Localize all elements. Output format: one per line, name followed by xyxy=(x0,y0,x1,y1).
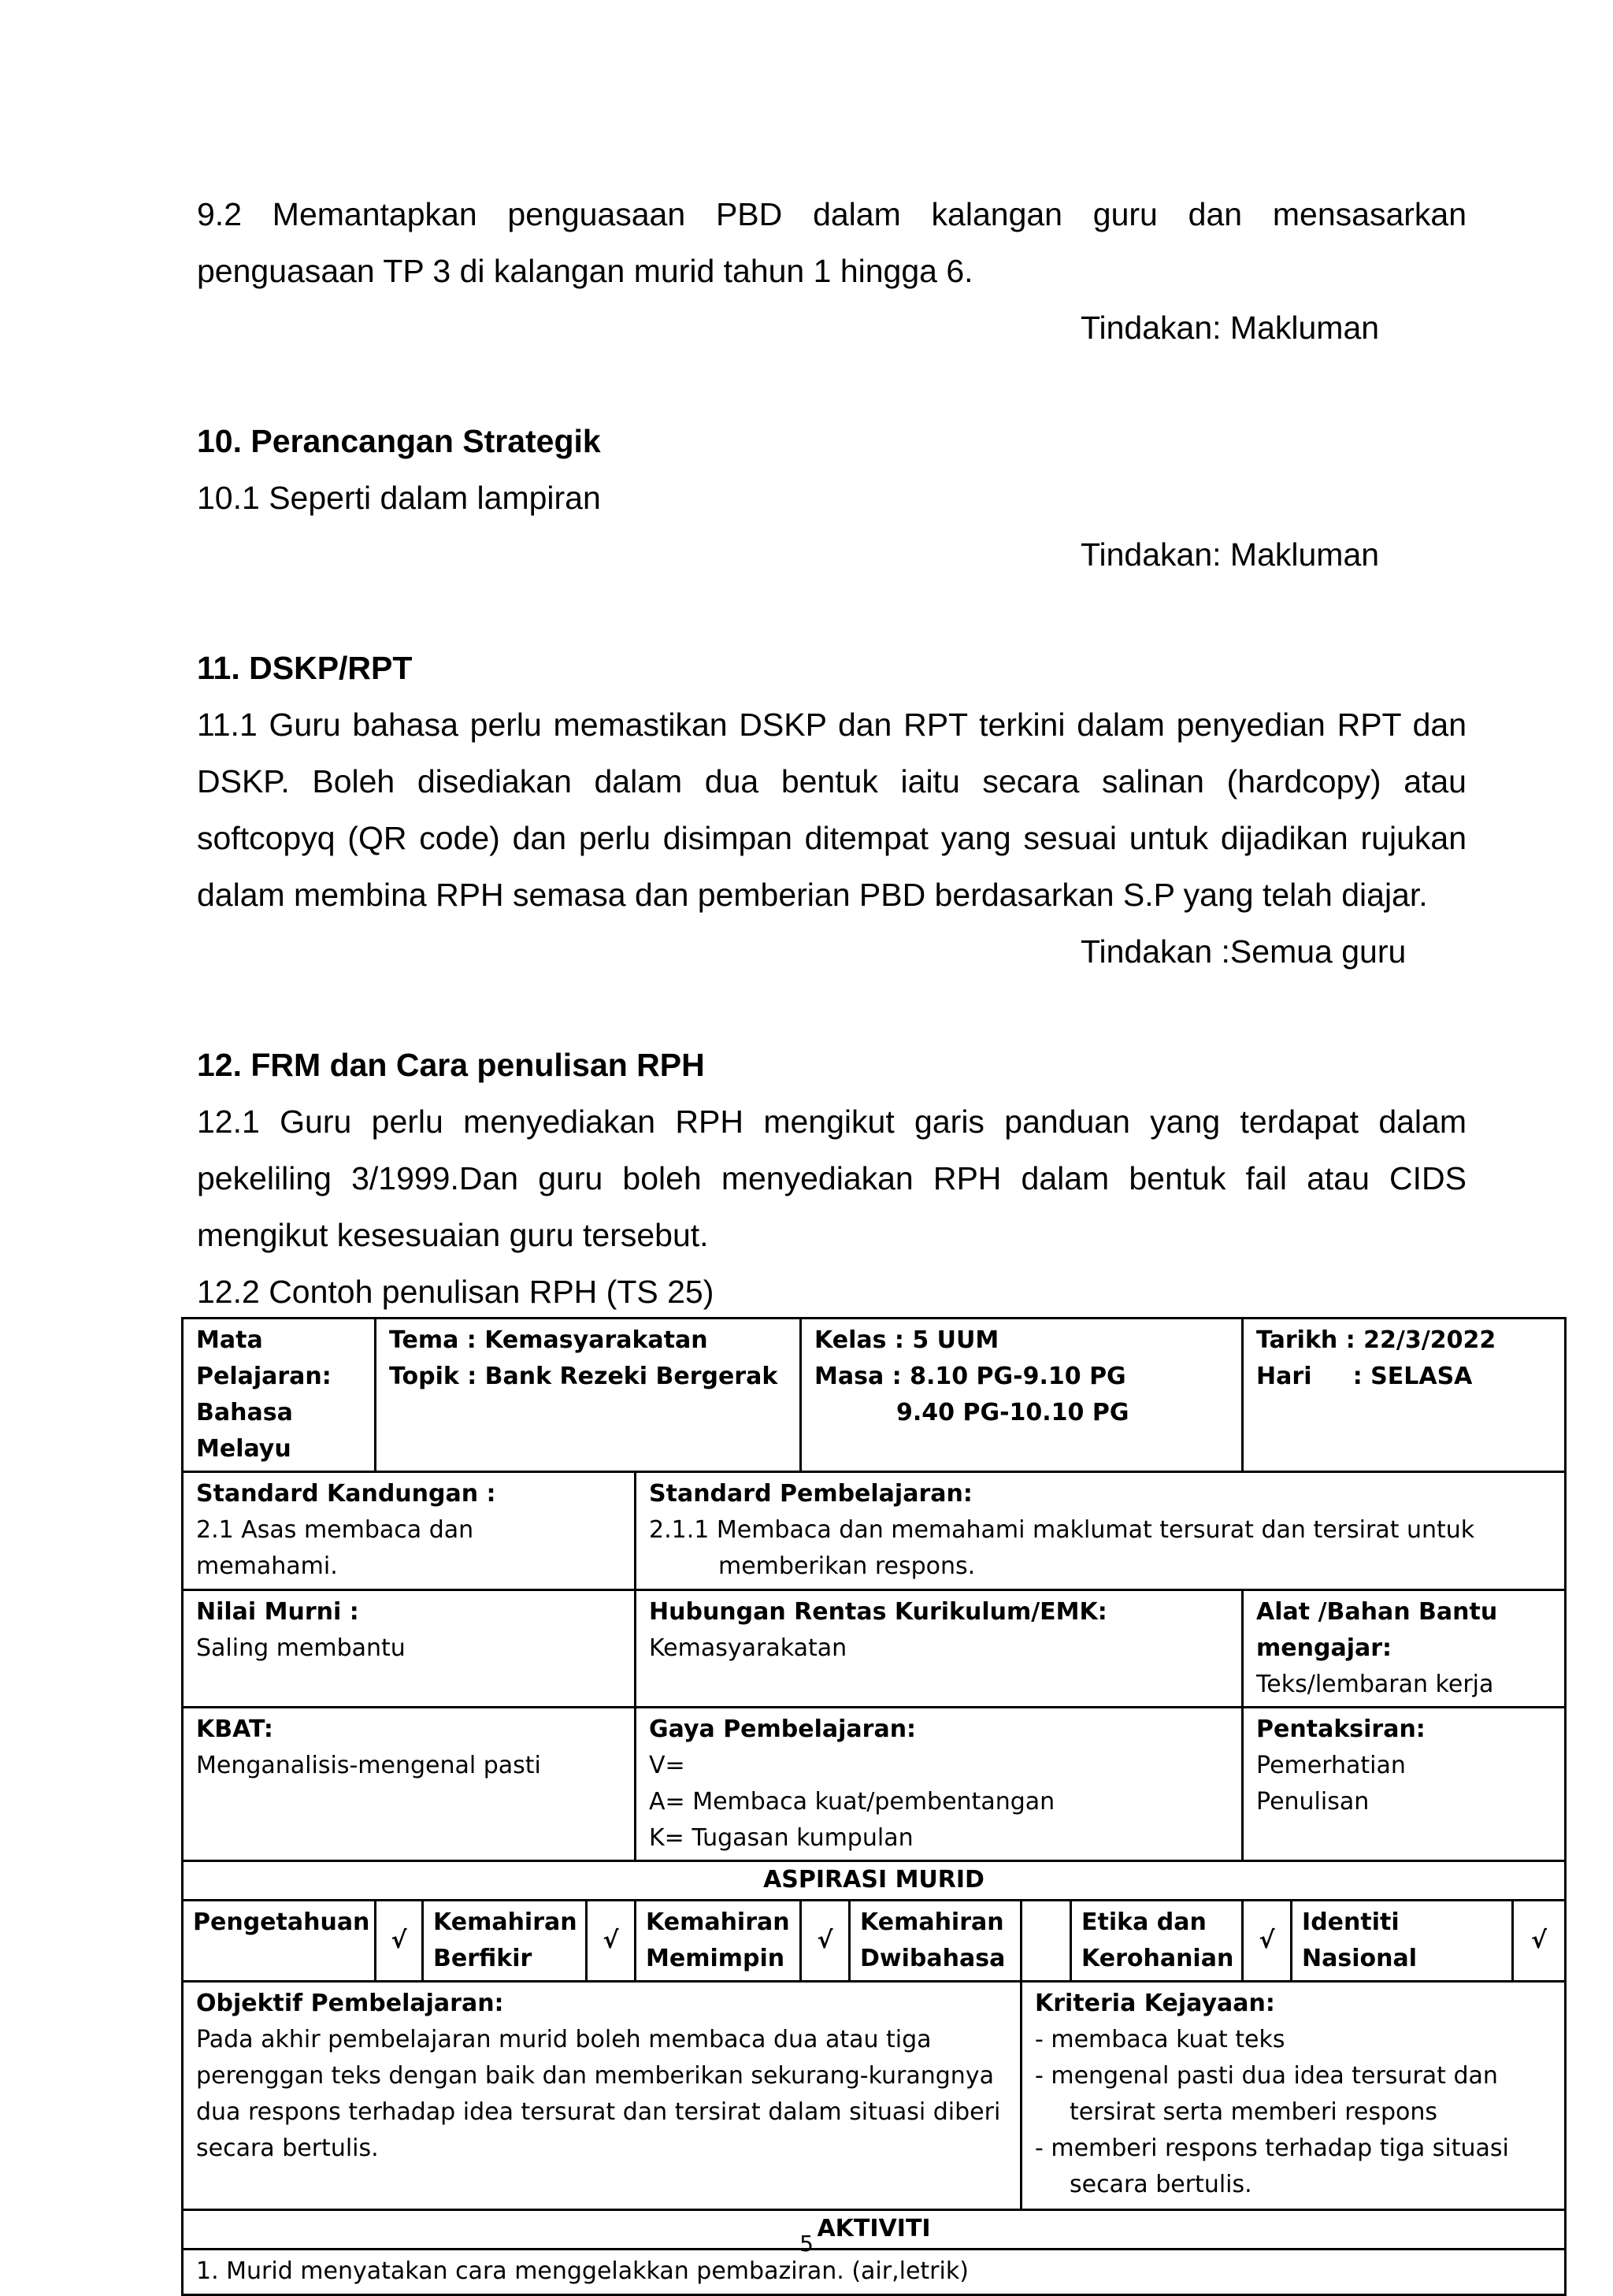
mata-pelajaran-cell xyxy=(183,1319,376,1472)
action-note: Tindakan :Semua guru xyxy=(1081,933,1407,970)
masa-text-2: 9.40 PG-10.10 PG xyxy=(896,1399,1129,1426)
rph-row-nilai xyxy=(183,1590,1566,1708)
nilai-murni-cell xyxy=(183,1590,636,1708)
hubungan-rentas-value: Kemasyarakatan xyxy=(649,1634,847,1662)
aspirasi-label: Nasional xyxy=(1302,1945,1418,1972)
nilai-murni-label: Nilai Murni : xyxy=(196,1598,359,1626)
aspirasi-label: Identiti xyxy=(1302,1908,1400,1936)
topik-text: Topik : Bank Rezeki Bergerak xyxy=(389,1363,778,1390)
tema-cell xyxy=(376,1319,801,1472)
check-mark-icon: √ xyxy=(376,1901,423,1982)
section-heading-10: 10. Perancangan Strategik xyxy=(197,423,601,459)
check-mark-icon: √ xyxy=(587,1901,636,1982)
alat-bantu-cell xyxy=(1243,1590,1566,1708)
aspirasi-title: ASPIRASI MURID xyxy=(183,1861,1566,1901)
standard-kandungan-cell xyxy=(183,1472,636,1590)
kriteria-item-cont: tersirat serta memberi respons xyxy=(1070,2098,1438,2126)
kriteria-item: - mengenal pasti dua idea tersurat dan xyxy=(1035,2062,1498,2090)
kelas-masa-cell xyxy=(801,1319,1243,1472)
standard-kandungan-label: Standard Kandungan : xyxy=(196,1480,496,1508)
paragraph-12-1: 12.1 Guru perlu menyediakan RPH mengikut garis panduan yang terdapat dalam pekeliling 3/1999.Dan guru boleh menyediakan RPH dalam bentuk fail atau CIDS mengikut kesesuaian guru tersebut. xyxy=(197,1103,1467,1253)
pentaksiran-1: Pemerhatian xyxy=(1256,1752,1406,1779)
page-number: 5 xyxy=(799,2231,814,2257)
masa-text: Masa : 8.10 PG-9.10 PG xyxy=(814,1363,1126,1390)
aspirasi-label: Dwibahasa xyxy=(860,1945,1006,1972)
alat-bantu-label: Alat /Bahan Bantu mengajar: xyxy=(1256,1598,1498,1662)
mata-pelajaran-value: Bahasa Melayu xyxy=(196,1399,293,1463)
alat-bantu-value: Teks/lembaran kerja xyxy=(1256,1671,1494,1698)
kbat-cell xyxy=(183,1708,636,1861)
aspirasi-label: Kemahiran xyxy=(433,1908,577,1936)
aspirasi-label: Memimpin xyxy=(646,1945,785,1972)
kriteria-label: Kriteria Kejayaan: xyxy=(1035,1990,1275,2017)
aktiviti-title: AKTIVITI xyxy=(183,2210,1566,2250)
kbat-label: KBAT: xyxy=(196,1716,273,1743)
nilai-murni-value: Saling membantu xyxy=(196,1634,406,1662)
rph-row-kbat xyxy=(183,1708,1566,1861)
objektif-cell xyxy=(183,1982,1022,2210)
aspirasi-kemahiran-memimpin xyxy=(636,1901,801,1982)
aspirasi-label: Berfikir xyxy=(433,1945,532,1972)
aspirasi-label: Pengetahuan xyxy=(193,1908,370,1936)
paragraph-9-2: 9.2 Memantapkan penguasaan PBD dalam kalangan guru dan mensasarkan penguasaan TP 3 di kalangan murid tahun 1 hingga 6. xyxy=(197,196,1467,289)
aktiviti-item: 1. Murid menyatakan cara menggelakkan pembaziran. (air,letrik) xyxy=(183,2250,1566,2295)
kriteria-item: - memberi respons terhadap tiga situasi xyxy=(1035,2135,1509,2162)
objektif-value: Pada akhir pembelajaran murid boleh membaca dua atau tiga perenggan teks dengan baik dan memberikan sekurang-kurangnya dua respons terhadap idea tersurat dan tersirat dalam situasi diberi secara bertulis. xyxy=(196,2026,1001,2162)
gaya-k: K= Tugasan kumpulan xyxy=(649,1824,914,1852)
check-mark-icon: √ xyxy=(801,1901,850,1982)
section-heading-11: 11. DSKP/RPT xyxy=(197,650,413,686)
aspirasi-label: Kerohanian xyxy=(1081,1945,1234,1972)
gaya-pembelajaran-label: Gaya Pembelajaran: xyxy=(649,1716,917,1743)
minutes-text xyxy=(197,186,1467,1320)
rph-row-header xyxy=(183,1319,1566,1472)
kbat-value: Menganalisis-mengenal pasti xyxy=(196,1752,541,1779)
kelas-text: Kelas : 5 UUM xyxy=(814,1326,999,1354)
hari-text: Hari : SELASA xyxy=(1256,1363,1473,1390)
action-note: Tindakan: Makluman xyxy=(1081,536,1380,573)
aspirasi-label: Kemahiran xyxy=(860,1908,1004,1936)
standard-kandungan-value: 2.1 Asas membaca dan memahami. xyxy=(196,1516,474,1580)
check-mark-cell-empty xyxy=(1022,1901,1071,1982)
paragraph-11-1: 11.1 Guru bahasa perlu memastikan DSKP dan RPT terkini dalam penyedian RPT dan DSKP. Boleh disediakan dalam dua bentuk iaitu secara salinan (hardcopy) atau softcopyq (QR code) dan perlu disimpan ditempat yang sesuai untuk dijadikan rujukan dalam membina RPH semasa dan pemberian PBD berdasarkan S.P yang telah diajar. xyxy=(197,707,1467,913)
rph-row-aspirasi-title xyxy=(183,1861,1566,1901)
kriteria-item: - membaca kuat teks xyxy=(1035,2026,1285,2053)
standard-pembelajaran-value-cont: memberikan respons. xyxy=(718,1552,976,1580)
gaya-pembelajaran-cell xyxy=(636,1708,1243,1861)
check-mark-icon: √ xyxy=(1243,1901,1292,1982)
hubungan-rentas-cell xyxy=(636,1590,1243,1708)
aspirasi-label: Kemahiran xyxy=(646,1908,790,1936)
section-heading-12: 12. FRM dan Cara penulisan RPH xyxy=(197,1047,705,1083)
standard-pembelajaran-cell xyxy=(636,1472,1566,1590)
pentaksiran-cell xyxy=(1243,1708,1566,1861)
aspirasi-etika-kerohanian xyxy=(1071,1901,1243,1982)
aspirasi-pengetahuan xyxy=(183,1901,376,1982)
rph-row-objektif xyxy=(183,1982,1566,2210)
paragraph-12-2: 12.2 Contoh penulisan RPH (TS 25) xyxy=(197,1274,714,1310)
check-mark-icon: √ xyxy=(1513,1901,1566,1982)
rph-row-standard xyxy=(183,1472,1566,1590)
gaya-v: V= xyxy=(649,1752,685,1779)
aspirasi-kemahiran-dwibahasa xyxy=(850,1901,1022,1982)
kriteria-item-cont: secara bertulis. xyxy=(1070,2171,1252,2198)
pentaksiran-2: Penulisan xyxy=(1256,1788,1370,1816)
tarikh-cell xyxy=(1243,1319,1566,1472)
standard-pembelajaran-value: 2.1.1 Membaca dan memahami maklumat tersurat dan tersirat untuk xyxy=(649,1516,1475,1544)
aspirasi-label: Etika dan xyxy=(1081,1908,1207,1936)
pentaksiran-label: Pentaksiran: xyxy=(1256,1716,1426,1743)
mata-pelajaran-label: Mata Pelajaran: xyxy=(196,1326,332,1390)
rph-table xyxy=(181,1317,1567,2296)
kriteria-cell xyxy=(1022,1982,1566,2210)
aspirasi-identiti-nasional xyxy=(1292,1901,1513,1982)
tema-text: Tema : Kemasyarakatan xyxy=(389,1326,708,1354)
action-note: Tindakan: Makluman xyxy=(1081,310,1380,346)
tarikh-text: Tarikh : 22/3/2022 xyxy=(1256,1326,1496,1354)
rph-row-aspirasi xyxy=(183,1901,1566,1982)
objektif-label: Objektif Pembelajaran: xyxy=(196,1990,504,2017)
paragraph-10-1: 10.1 Seperti dalam lampiran xyxy=(197,480,601,516)
gaya-a: A= Membaca kuat/pembentangan xyxy=(649,1788,1055,1816)
aspirasi-kemahiran-berfikir xyxy=(423,1901,587,1982)
standard-pembelajaran-label: Standard Pembelajaran: xyxy=(649,1480,973,1508)
hubungan-rentas-label: Hubungan Rentas Kurikulum/EMK: xyxy=(649,1598,1107,1626)
